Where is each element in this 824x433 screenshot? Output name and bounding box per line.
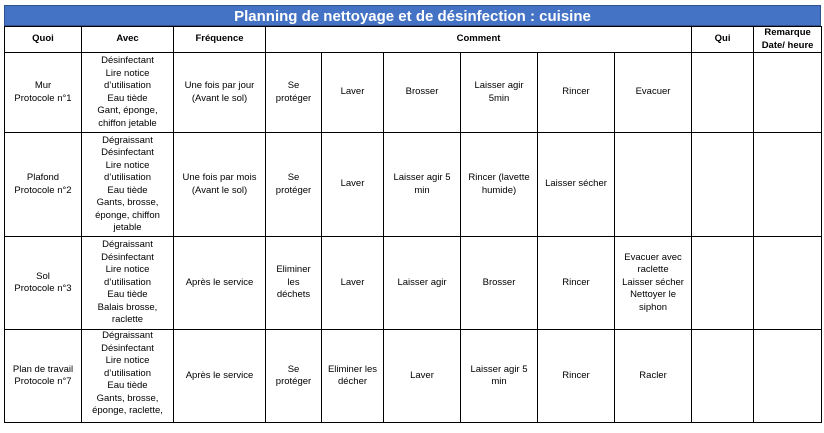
comment-step-cell-line: protéger (275, 184, 312, 196)
comment-step-cell (322, 53, 384, 133)
frequence-cell-line: Après le service (185, 369, 254, 381)
quoi-cell-line: Plafond (26, 172, 60, 183)
comment-step-cell-line: décher (337, 376, 368, 387)
comment-step-cell (384, 133, 461, 237)
remarque-cell[interactable] (754, 53, 822, 133)
avec-cell-line: Lire notice (105, 159, 150, 171)
avec-cell-line: Eau tiède (107, 184, 148, 196)
comment-step-cell (615, 133, 692, 237)
avec-cell-line: Désinfectant (101, 251, 154, 263)
avec-cell-line: Lire notice (105, 264, 150, 276)
comment-step-cell-line: raclette (637, 264, 669, 276)
comment-step-cell (461, 53, 538, 133)
header-frequence: Fréquence (174, 27, 266, 53)
comment-step-cell (266, 133, 322, 237)
comment-step-cell-line: Brosser (405, 86, 439, 98)
quoi-cell-line: Protocole n°1 (14, 92, 72, 104)
frequence-cell (174, 53, 266, 133)
comment-step-cell-line: min (414, 184, 430, 196)
comment-step-cell-line: min (491, 376, 507, 387)
quoi-cell (5, 53, 82, 133)
comment-step-cell (322, 237, 384, 330)
comment-step-cell (461, 237, 538, 330)
comment-step-cell (615, 330, 692, 423)
comment-step-cell-line: Evacuer (635, 86, 671, 98)
comment-step-cell-line: 5min (488, 92, 510, 104)
comment-step-cell-line: Rincer (562, 276, 590, 288)
header-remarque (754, 27, 822, 53)
comment-step-cell (322, 133, 384, 237)
avec-cell-line: Dégraissant (102, 239, 153, 251)
header-qui: Qui (692, 27, 754, 53)
comment-step-cell (538, 53, 615, 133)
header-quoi: Quoi (5, 27, 82, 53)
qui-cell[interactable] (692, 53, 754, 133)
comment-step-cell-line: Laver (340, 86, 365, 98)
comment-step-cell-line: Se (287, 172, 300, 183)
comment-step-cell (266, 330, 322, 423)
frequence-cell-line: (Avant le sol) (191, 184, 248, 196)
comment-step-cell (615, 53, 692, 133)
avec-cell-line: Désinfectant (101, 147, 154, 158)
avec-cell-line: Dégraissant (102, 134, 153, 146)
avec-cell (82, 133, 174, 237)
quoi-cell-line: Plan de travail (12, 363, 74, 375)
header-row (5, 27, 822, 53)
qui-cell[interactable] (692, 237, 754, 330)
avec-cell-line: Gants, brosse, (96, 197, 159, 208)
quoi-cell (5, 330, 82, 423)
avec-cell-line: Désinfectant (101, 342, 154, 354)
avec-cell-line: Lire notice (105, 67, 150, 79)
comment-step-cell-line: Laisser agir 5 (393, 172, 451, 183)
avec-cell-line: Lire notice (105, 355, 150, 366)
avec-cell-line: d’utilisation (104, 80, 151, 91)
quoi-cell-line: Sol (36, 270, 50, 282)
comment-step-cell-line: déchets (276, 289, 311, 301)
avec-cell-line: Dégraissant (102, 330, 153, 341)
quoi-cell-line: Protocole n°7 (14, 376, 72, 387)
comment-step-cell (384, 330, 461, 423)
avec-cell-line: d’utilisation (104, 367, 151, 379)
comment-step-cell-line: Eliminer (276, 264, 311, 276)
avec-cell-line: éponge, chiffon (95, 209, 160, 221)
frequence-cell (174, 237, 266, 330)
comment-step-cell (322, 330, 384, 423)
comment-step-cell-line: humide) (481, 184, 517, 196)
comment-step-cell (266, 237, 322, 330)
comment-step-cell-line: Laisser agir (474, 80, 524, 91)
comment-step-cell (538, 330, 615, 423)
remarque-cell[interactable] (754, 330, 822, 423)
quoi-cell (5, 133, 82, 237)
comment-step-cell-line: Se (287, 363, 300, 375)
table-row (5, 330, 822, 423)
comment-step-cell-line: Laver (340, 276, 365, 288)
comment-step-cell-line: Laisser agir (397, 276, 447, 288)
header-remarque-line2: Date/ heure (761, 39, 814, 51)
comment-step-cell-line: Rincer (562, 86, 590, 98)
comment-step-cell (384, 53, 461, 133)
comment-step-cell-line: Nettoyer le (630, 289, 676, 301)
comment-step-cell-line: Rincer (562, 369, 590, 381)
header-remarque-line1: Remarque (764, 27, 811, 38)
comment-step-cell (461, 330, 538, 423)
avec-cell-line: Gant, éponge, (97, 105, 158, 116)
avec-cell (82, 237, 174, 330)
qui-cell[interactable] (692, 330, 754, 423)
cleaning-schedule-sheet (4, 5, 821, 423)
header-avec: Avec (82, 27, 174, 53)
frequence-cell-line: (Avant le sol) (191, 92, 248, 104)
frequence-cell (174, 133, 266, 237)
comment-step-cell-line: siphon (639, 301, 668, 313)
schedule-body (5, 53, 822, 423)
avec-cell-line: Eau tiède (107, 380, 148, 391)
comment-step-cell-line: Laver (410, 369, 434, 381)
schedule-title: Planning de nettoyage et de désinfection : cuisine (4, 5, 821, 26)
avec-cell-line: chiffon jetable (98, 117, 157, 129)
comment-step-cell-line: Evacuer avec (624, 251, 682, 263)
qui-cell[interactable] (692, 133, 754, 237)
comment-step-cell-line: Rincer (lavette (468, 172, 530, 183)
comment-step-cell-line: Eliminer les (327, 363, 378, 375)
avec-cell-line: éponge, raclette, (92, 405, 163, 416)
comment-step-cell (384, 237, 461, 330)
table-row (5, 53, 822, 133)
header-comment: Comment (266, 27, 692, 53)
comment-step-cell-line: protéger (275, 92, 312, 104)
remarque-cell[interactable] (754, 133, 822, 237)
comment-step-cell (461, 133, 538, 237)
comment-step-cell-line: Brosser (482, 276, 516, 288)
quoi-cell-line: Mur (34, 80, 52, 91)
avec-cell (82, 330, 174, 423)
frequence-cell (174, 330, 266, 423)
frequence-cell-line: Une fois par jour (184, 80, 255, 91)
comment-step-cell (266, 53, 322, 133)
comment-step-cell-line: Laisser sécher (622, 276, 684, 288)
avec-cell (82, 53, 174, 133)
table-row (5, 237, 822, 330)
comment-step-cell-line: Laisser agir 5 (470, 363, 528, 375)
quoi-cell-line: Protocole n°3 (14, 283, 72, 294)
avec-cell-line: d’utilisation (104, 172, 151, 183)
avec-cell-line: jetable (113, 222, 142, 233)
remarque-cell[interactable] (754, 237, 822, 330)
quoi-cell (5, 237, 82, 330)
frequence-cell-line: Une fois par mois (182, 172, 257, 183)
comment-step-cell-line: protéger (275, 376, 312, 387)
avec-cell-line: Gants, brosse, (96, 392, 159, 404)
comment-step-cell-line: Racler (639, 369, 667, 381)
avec-cell-line: Eau tiède (107, 289, 148, 301)
comment-step-cell (538, 133, 615, 237)
avec-cell-line: Eau tiède (107, 92, 148, 104)
comment-step-cell-line: les (287, 276, 300, 288)
comment-step-cell (615, 237, 692, 330)
schedule-table (4, 26, 822, 423)
quoi-cell-line: Protocole n°2 (14, 184, 72, 196)
comment-step-cell-line: Se (287, 80, 300, 91)
avec-cell-line: Désinfectant (101, 55, 154, 66)
avec-cell-line: raclette (111, 314, 144, 326)
avec-cell-line: d’utilisation (104, 276, 151, 288)
table-row (5, 133, 822, 237)
comment-step-cell-line: Laver (340, 178, 365, 190)
comment-step-cell (538, 237, 615, 330)
comment-step-cell-line: Laisser sécher (545, 178, 607, 190)
avec-cell-line: Balais brosse, (97, 301, 158, 313)
frequence-cell-line: Après le service (185, 276, 254, 288)
